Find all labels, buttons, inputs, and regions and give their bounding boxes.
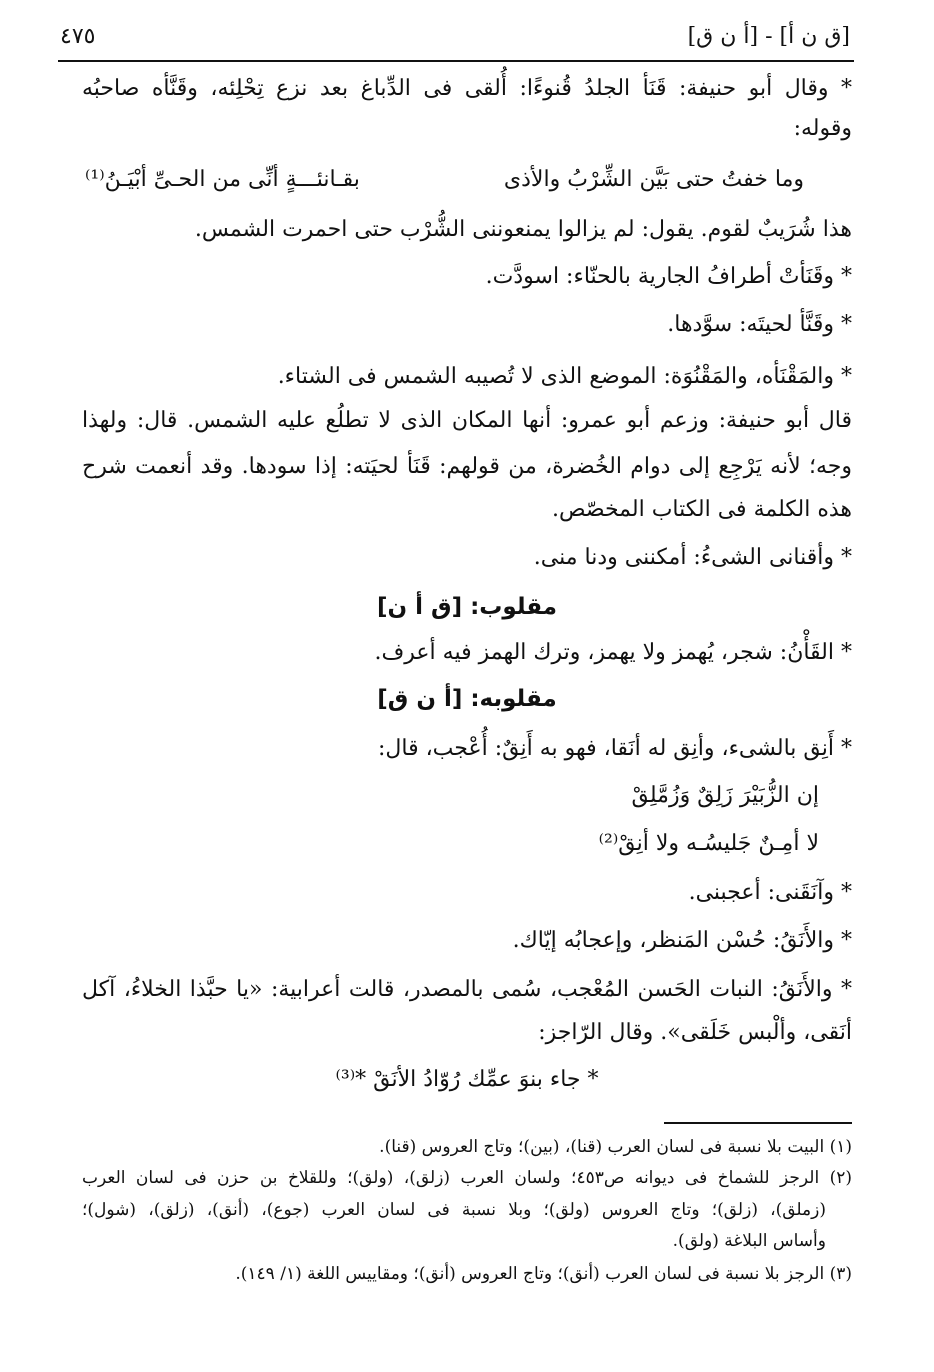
verse-line: إن الزُّبَيْرَ زَلِقٌ وَزُمَّلِقْ — [631, 783, 819, 808]
text-line: وجه؛ لأنه يَرْجِع إلى دوام الخُضرة، من قولهم: قَنَأ لحيَته: إذا سودها. وقد أنعمت شرح — [82, 454, 852, 479]
section-heading: مقلوبه: [أ ن ق] — [377, 686, 557, 712]
footnote: (زملق)، (زلق)؛ وتاج العروس (ولق)؛ وبلا نسبة فى لسان العرب (جوع)، (أنق)، (زلق)، (شول)؛ — [82, 1200, 826, 1220]
text-line: وقوله: — [793, 116, 852, 141]
verse-hemistich-left: بقـانئـــةٍ أنِّى من الحـىِّ أبْيَـنُ⁽¹⁾ — [85, 167, 360, 192]
entry-range: [ق ن أ] - [أ ن ق] — [687, 23, 850, 49]
footnote-rule — [664, 1122, 852, 1124]
section-heading: مقلوب: [ق أ ن] — [376, 594, 558, 620]
text-line: * وآنَقَنى: أعجبنى. — [688, 880, 852, 905]
text-line: هذه الكلمة فى الكتاب المخصّص. — [551, 497, 852, 522]
footnote: وأساس البلاغة (ولق). — [672, 1231, 826, 1251]
text-line: هذا شُرَيبٌ لقوم. يقول: لم يزالوا يمنعوننى الشُّرْب حتى احمرت الشمس. — [194, 217, 852, 242]
page-number: ٤٧٥ — [60, 23, 96, 49]
text-line: قال أبو حنيفة: وزعم أبو عمرو: أنها المكان الذى لا تطلُع عليه الشمس. قال: ولهذا — [82, 408, 852, 433]
footnote: (٣) الرجز بلا نسبة فى لسان العرب (أنق)؛ وتاج العروس (أنق)؛ ومقاييس اللغة (١/ ١٤٩). — [235, 1264, 852, 1284]
running-head — [60, 16, 850, 56]
text-line: * وقَنَأتْ أطرافُ الجارية بالحنّاء: اسودَّت. — [485, 264, 852, 289]
footnote: (١) البيت بلا نسبة فى لسان العرب (قنا)، (بين)؛ وتاج العروس (قنا). — [379, 1137, 852, 1157]
verse-line: * جاء بنوَ عمِّك رُوّادُ الأنَقْ *⁽³⁾ — [335, 1067, 599, 1092]
text-line: * وأقنانى الشىءُ: أمكننى ودنا منى. — [533, 545, 852, 570]
text-line: * القَأْنُ: شجر، يُهمز ولا يهمز، وترك الهمز فيه أعرف. — [374, 640, 852, 665]
verse-hemistich-right: وما خفتُ حتى بَيَّن الشِّرْبُ والأذى — [503, 167, 804, 192]
verse-line — [85, 165, 804, 195]
text-line: * أَنِق بالشىء، وأنِق له أنَقا، فهو به أَنِقٌ: أُعْجب، قال: — [377, 736, 852, 761]
verse-line: لا أمِـنٌ جَليسُـه ولا أنِقْ⁽²⁾ — [598, 831, 819, 856]
text-line: * وقَنَّأ لحيتَه: سوَّدها. — [667, 312, 852, 337]
text-line: * والأَنَقُ: حُسْن المَنظر، وإعجابُه إيّاك. — [512, 928, 852, 953]
text-line: * والأَنَقُ: النبات الحَسن المُعْجب، سُمى بالمصدر، قالت أعرابية: «يا حبَّذا الخلاءُ، آكل — [82, 977, 852, 1002]
text-line: * وقال أبو حنيفة: قَنَأ الجلدُ قُنوءًا: أُلقى فى الدِّباغ بعد نزع تِحْلِئه، وقَنَّأه صاحبُه — [82, 76, 852, 101]
text-line: * والمَقْنَأه، والمَقْنُوَة: الموضع الذى لا تُصيبه الشمس فى الشتاء. — [277, 364, 852, 389]
footnote: (٢) الرجز للشماخ فى ديوانه ص٤٥٣؛ ولسان العرب (زلق)، (ولق)؛ وللقلاخ بن حزن فى لسان العرب — [82, 1168, 853, 1188]
header-rule — [58, 60, 854, 62]
text-line: أنَقى، وألْبس خَلَقى». وقال الرّاجز: — [538, 1020, 852, 1045]
